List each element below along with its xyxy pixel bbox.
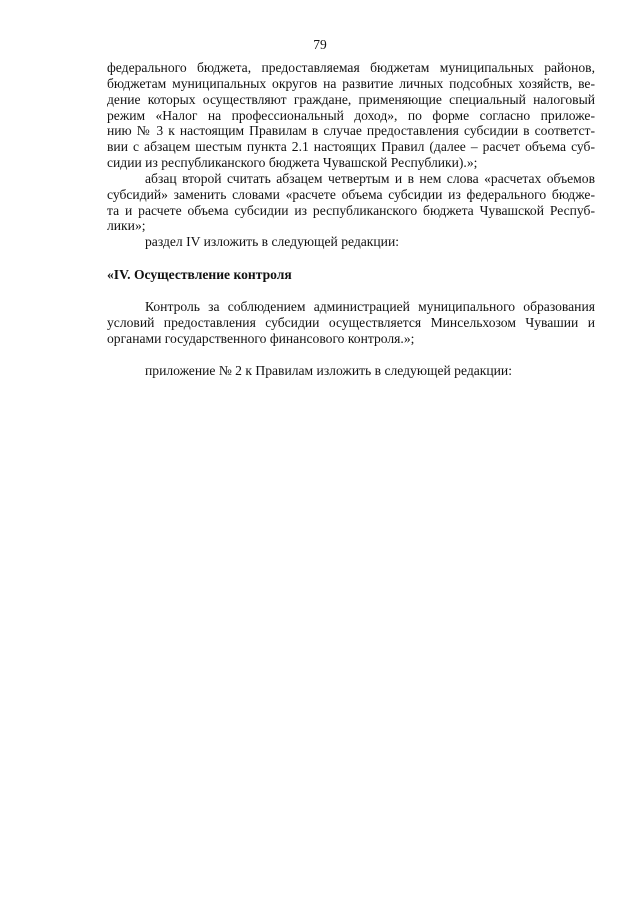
section-title: «IV. Осуществление контроля [107,267,292,283]
text-line: абзац второй считать абзацем четвертым и в нем слова «расчетах объемов [145,170,595,186]
text-line: режим «Налог на профессиональный доход», по форме согласно приложе- [107,107,595,123]
text-line: условий предоставления субсидии осуществляется Минсельхозом Чувашии и [107,314,595,330]
paragraph-control [107,299,595,347]
page-number: 79 [313,37,327,52]
text-line: сидии из республиканского бюджета Чувашской Республики).»; [107,155,478,171]
paragraph-continuation [107,60,595,171]
text-line: раздел IV изложить в следующей редакции: [145,234,400,250]
text-line: субсидий» заменить словами «расчете объема субсидии из федерального бюдже- [107,186,595,202]
text-line: федерального бюджета, предоставляемая бюджетам муниципальных районов, [107,60,595,75]
text-line: бюджетам муниципальных округов на развитие личных подсобных хозяйств, ве- [107,75,595,91]
text-line: лики»; [107,218,146,234]
text-line: та и расчете объема субсидии из республиканского бюджета Чувашской Респуб- [107,202,595,218]
document-body [107,60,595,378]
paragraph-section-intro [107,234,595,250]
text-line: приложение № 2 к Правилам изложить в следующей редакции: [145,362,512,378]
text-line: нию № 3 к настоящим Правилам в случае предоставления субсидии в соответст- [107,123,595,139]
text-line: вии с абзацем шестым пункта 2.1 настоящих Правил (далее – расчет объема суб- [107,139,595,155]
text-line: органами государственного финансового контроля.»; [107,330,415,346]
text-line: дение которых осуществляют граждане, применяющие специальный налоговый [107,91,595,107]
text-line: Контроль за соблюдением администрацией муниципального образования [145,298,595,314]
paragraph-appendix [107,363,595,379]
paragraph-amendment-abzac [107,171,595,234]
